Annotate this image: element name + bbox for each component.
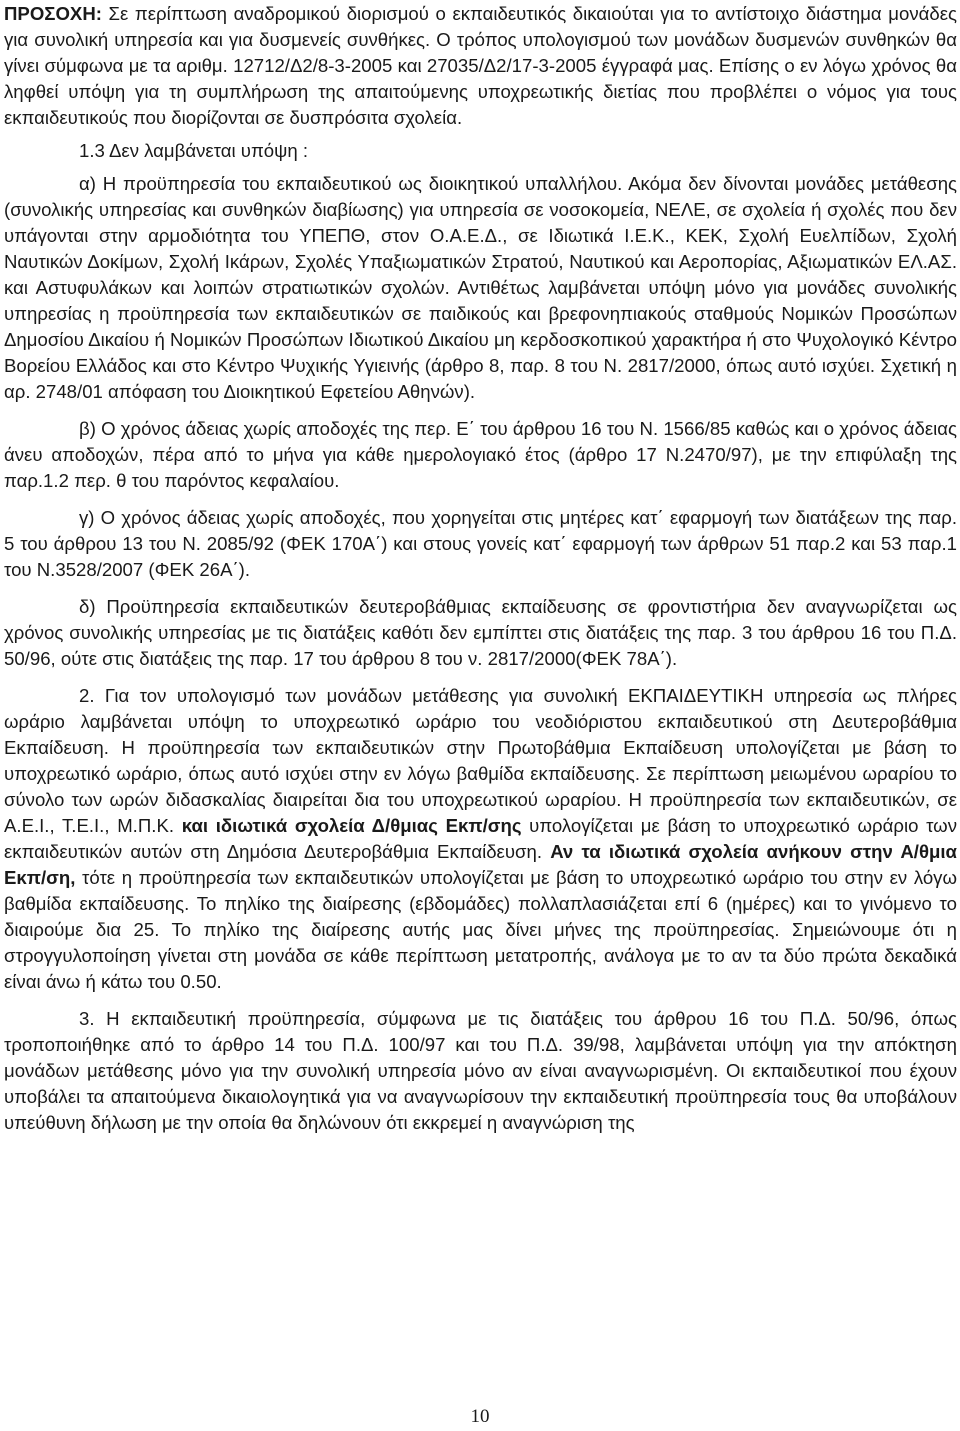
paragraph-attention <box>4 0 957 131</box>
paragraph-2-text-2: υπολογίζεται με βάση το υποχρεωτικό ωράριο των εκπαιδευτικών αυτών στη Δημόσια Δευτεροβάθμια Εκπαίδευση. <box>4 815 957 862</box>
paragraph-2-bold-1: και ιδιωτικά σχολεία Δ/θμιας Εκπ/σης <box>181 815 522 836</box>
paragraph-3: 3. Η εκπαιδευτική προϋπηρεσία, σύμφωνα με τις διατάξεις του άρθρου 16 του Π.Δ. 50/96, όπως τροποποιήθηκε από το άρθρο 14 του Π.Δ. 100/97 και του Π.Δ. 39/98, λαμβάνεται υπόψη για την απόκτηση μονάδων μετάθεσης μόνο για την συνολική υπηρεσία μόνο αν είναι αναγνωρισμένη. Οι εκπαιδευτικοί που έχουν υποβάλει τα απαιτούμενα δικαιολογητικά για να αναγνωρίσουν την εκπαιδευτική προϋπηρεσία τους θα υποβάλουν υπεύθυνη δήλωση με την οποία θα δηλώνουν ότι εκκρεμεί η αναγνώριση της <box>4 1008 957 1133</box>
attention-label: ΠΡΟΣΟΧΗ: <box>4 3 102 24</box>
page-number: 10 <box>470 1406 490 1427</box>
paragraph-2-text-1: 2. Για τον υπολογισμό των μονάδων μετάθεσης για συνολική ΕΚΠΑΙΔΕΥΤΙΚΗ υπηρεσία ως πλήρες ωράριο λαμβάνεται υπόψη το υποχρεωτικό ωράριο του νεοδιόριστου εκπαιδευτικού στη Δευτεροβάθμια Εκπαίδευση. Η προϋπηρεσία των εκπαιδευτικών στην Πρωτοβάθμια Εκπαίδευση υπολογίζεται με βάση το υποχρεωτικό ωράριο, όπως αυτό ισχύει στην εν λόγω βαθμίδα εκπαίδευσης. Σε περίπτωση μειωμένου ωραρίου το σύνολο των ωρών διδασκαλίας διαιρείται δια του υποχρεωτικού ωραρίου. Η προϋπηρεσία των εκπαιδευτικών, σε Α.Ε.Ι., Τ.Ε.Ι., Μ.Π.Κ. <box>4 685 957 836</box>
paragraph-d: δ) Προϋπηρεσία εκπαιδευτικών δευτεροβάθμιας εκπαίδευσης σε φροντιστήρια δεν αναγνωρίζεται ως χρόνος συνολικής υπηρεσίας με τις διατάξεις καθότι δεν εμπίπτει στις διατάξεις της παρ. 3 του άρθρου 16 του Π.Δ. 50/96, ούτε στις διατάξεις της παρ. 17 του άρθρου 8 του ν. 2817/2000(ΦΕΚ 78Α΄). <box>4 596 957 669</box>
heading-1-3: 1.3 Δεν λαμβάνεται υπόψη : <box>79 140 309 161</box>
paragraph-2 <box>4 683 957 995</box>
paragraph-b: β) Ο χρόνος άδειας χωρίς αποδοχές της περ. Ε΄ του άρθρου 16 του Ν. 1566/85 καθώς και ο χρόνος άδειας άνευ αποδοχών, πέρα από το μήνα για κάθε ημερολογιακό έτος (άρθρο 17 Ν.2470/97), με την επιφύλαξη της παρ.1.2 περ. θ του παρόντος κεφαλαίου. <box>4 418 957 491</box>
attention-text: Σε περίπτωση αναδρομικού διορισμού ο εκπαιδευτικός δικαιούται για το αντίστοιχο διάστημα μονάδες για συνολική υπηρεσία και για δυσμενείς συνθήκες. Ο τρόπος υπολογισμού των μονάδων δυσμενών συνθηκών θα γίνει σύμφωνα με τα αριθμ. 12712/Δ2/8-3-2005 και 27035/Δ2/17-3-2005 έγγραφά μας. Επίσης ο εν λόγω χρόνος θα ληφθεί υπόψη για τη συμπλήρωση της απαιτούμενης υποχρεωτικής διετίας που προβλέπει ο νόμος για τους εκπαιδευτικούς που διορίζονται σε δυσπρόσιτα σχολεία. <box>4 3 957 128</box>
paragraph-2-text-3: τότε η προϋπηρεσία των εκπαιδευτικών υπολογίζεται με βάση το υποχρεωτικό ωράριο του στην εν λόγω βαθμίδα εκπαίδευσης. Το πηλίκο της διαίρεσης (εβδομάδες) πολλαπλασιάζεται επί 6 (ημέρες) και το γινόμενο το διαιρούμε δια 25. Το πηλίκο της διαίρεσης αυτής μας δίνει μήνες της προϋπηρεσίας. Σημειώνουμε ότι η στρογγυλοποίηση γίνεται στη μονάδα σε κάθε περίπτωση μετατροπής, ανάλογα με το αν τα δύο πρώτα δεκαδικά είναι άνω ή κάτω του 0.50. <box>4 867 957 992</box>
paragraph-2-bold-2: Αν τα ιδιωτικά σχολεία ανήκουν στην Α/θμια Εκπ/ση, <box>4 841 957 888</box>
paragraph-c: γ) Ο χρόνος άδειας χωρίς αποδοχές, που χορηγείται στις μητέρες κατ΄ εφαρμογή των διατάξεων της παρ. 5 του άρθρου 13 του Ν. 2085/92 (ΦΕΚ 170Α΄) και στους γονείς κατ΄ εφαρμογή των άρθρων 51 παρ.2 και 53 παρ.1 του Ν.3528/2007 (ΦΕΚ 26Α΄). <box>4 507 957 580</box>
paragraph-a: α) Η προϋπηρεσία του εκπαιδευτικού ως διοικητικού υπαλλήλου. Ακόμα δεν δίνονται μονάδες μετάθεσης (συνολικής υπηρεσίας και συνθηκών διαβίωσης) για υπηρεσία σε νοσοκομεία, ΝΕΛΕ, σε σχολεία ή σχολές που δεν υπάγονται στην αρμοδιότητα του ΥΠΕΠΘ, στον Ο.Α.Ε.Δ., σε Ιδιωτικά Ι.Ε.Κ., ΚΕΚ, Σχολή Ευελπίδων, Σχολή Ναυτικών Δοκίμων, Σχολή Ικάρων, Σχολές Υπαξιωματικών Στρατού, Ναυτικού και Αεροπορίας, Αξιωματικών ΕΛ.ΑΣ. και Αστυφυλάκων και λοιπών στρατιωτικών σχολών. Αντιθέτως λαμβάνεται υπόψη μόνο για μονάδες συνολικής υπηρεσίας η προϋπηρεσία των εκπαιδευτικών σε παιδικούς και βρεφονηπιακούς σταθμούς Νομικών Προσώπων Δημοσίου Δικαίου ή Νομικών Προσώπων Ιδιωτικού Δικαίου μη κερδοσκοπικού χαρακτήρα ή στο Ψυχολογικό Κέντρο Βορείου Ελλάδος και στο Κέντρο Ψυχικής Υγιεινής (άρθρο 8, παρ. 8 του Ν. 2817/2000, όπως αυτό ισχύει. Σχετική η αρ. 2748/01 απόφαση του Διοικητικού Εφετείου Αθηνών). <box>4 173 957 402</box>
